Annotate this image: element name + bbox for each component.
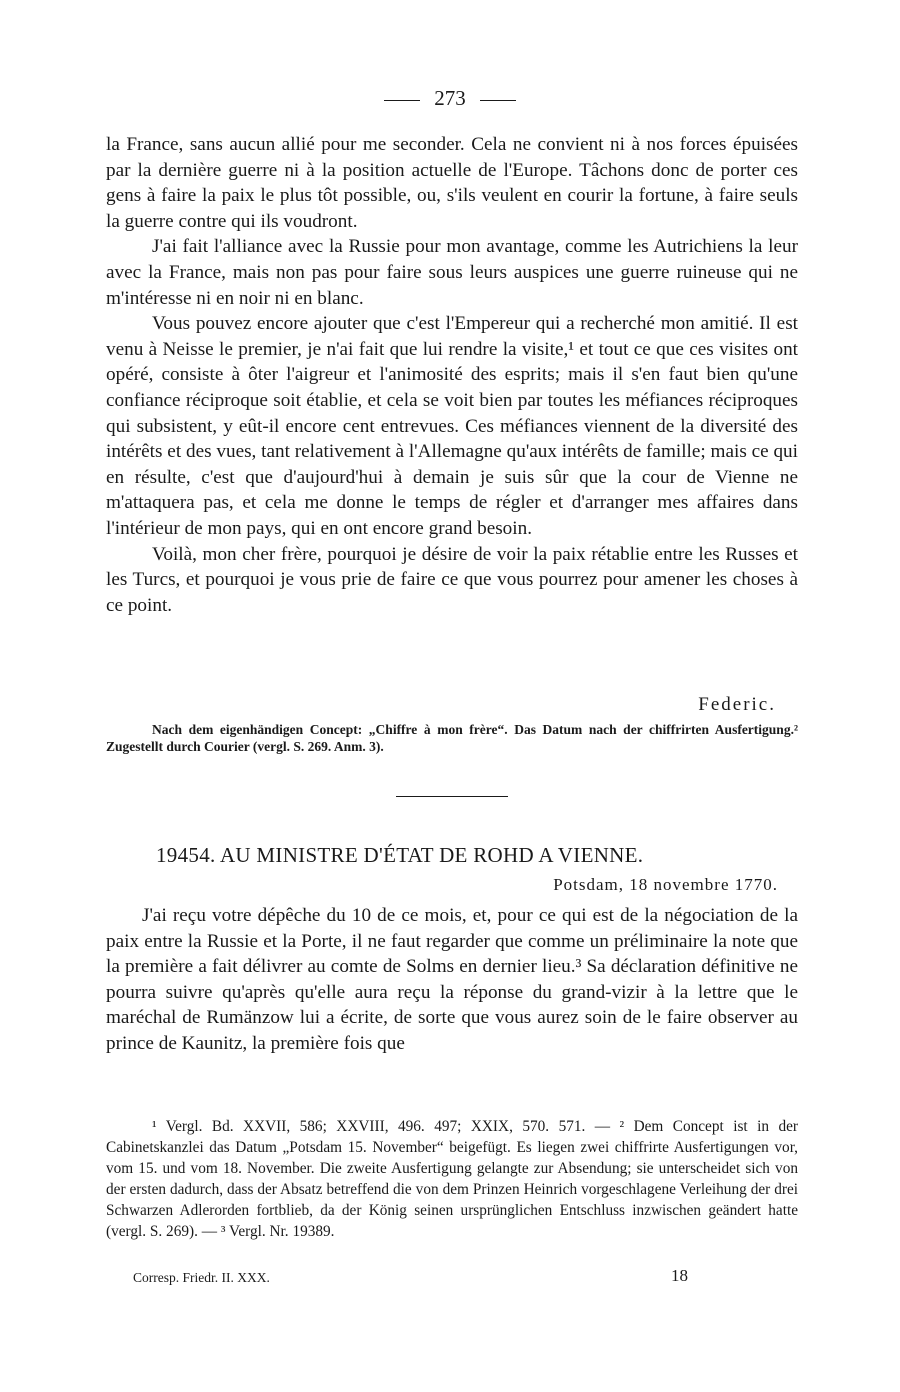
letter-1-paragraph: Vous pouvez encore ajouter que c'est l'Empereur qui a recherché mon amitié. Il est venu à Neisse le premier, je n'ai fait que lui rendre la visite,¹ et tout ce que ces visites ont opéré, consiste à ôter l'aigreur et l'animosité des esprits; mais il s'en faut bien qu'une confiance réciproque soit établie, et cela se voit bien par toutes les méfiances réciproques qui subsistent, y eût-il encore cent entrevues. Ces méfiances viennent de la diversité des intérêts et des vues, tant relativement à l'Allemagne qu'aux intérêts de famille; mais ce qui en résulte, c'est que d'aujourd'hui à demain je suis sûr que la cour de Vienne ne m'attaquera pas, et cela me donne le temps de régler et d'arranger mes affaires dans l'intérieur de mon pays, qui en ont encore grand besoin. [106, 313, 798, 539]
letter-1-paragraph: J'ai fait l'alliance avec la Russie pour mon avantage, comme les Autrichiens la leur avec la France, mais non pas pour faire sous leurs auspices une guerre ruineuse qui ne m'intéresse ni en noir ni en blanc. [106, 236, 798, 309]
letter-1-body [106, 132, 798, 618]
source-note-text: Nach dem eigenhändigen Concept: „Chiffre à mon frère“. Das Datum nach der chiffrirten Ausfertigung.² Zugestellt durch Courier (vergl. S. 269. Anm. 3). [106, 722, 798, 754]
letter-1-paragraph: la France, sans aucun allié pour me seconder. Cela ne convient ni à nos forces épuisées par la dernière guerre ni à la position actuelle de l'Europe. Tâchons donc de porter ces gens à faire la paix le plus tôt possible, ou, s'ils veulent en courir la fortune, à faire seuls la guerre contre qui ils voudront. [106, 134, 798, 232]
section-divider [396, 796, 508, 797]
source-note [106, 721, 798, 755]
series-title: Corresp. Friedr. II. XXX. [133, 1270, 270, 1285]
letter-1-signature: Federic. [698, 694, 776, 715]
header-dash-left [384, 100, 420, 101]
letter-2-place-date: Potsdam, 18 novembre 1770. [553, 875, 778, 894]
letter-2-paragraph: J'ai reçu votre dépêche du 10 de ce mois, et, pour ce qui est de la négociation de la paix entre la Russie et la Porte, il ne faut regarder que comme un préliminaire la note que la première a fait délivrer au comte de Solms en dernier lieu.³ Sa déclaration définitive ne pourra suivre qu'après qu'elle aura reçu la réponse du grand-vizir à la lettre que le maréchal de Rumänzow lui a écrite, de sorte que vous aurez soin de le faire observer au prince de Kaunitz, la première fois que [106, 905, 798, 1054]
letter-1-paragraph: Voilà, mon cher frère, pourquoi je désire de voir la paix rétablie entre les Russes et les Turcs, et pourquoi je vous prie de faire ce que vous pourrez pour amener les choses à ce point. [106, 543, 798, 616]
footnote-text: ¹ Vergl. Bd. XXVII, 586; XXVIII, 496. 497; XXIX, 570. 571. — ² Dem Concept ist in der Cabinetskanzlei das Datum „Potsdam 15. November“ beigefügt. Es liegen zwei chiffrirte Ausfertigungen vor, vom 15. und vom 18. November. Die zweite Ausfertigung gelangte zur Absendung; sie unterscheidet sich von der ersten dadurch, dass der Absatz betreffend die von dem Prinzen Heinrich vorgeschlagene Verleihung der drei Schwarzen Adlerorden fortblieb, da der König seinen ursprünglichen Entschluss inzwischen geändert hatte (vergl. S. 269). — ³ Vergl. Nr. 19389. [106, 1118, 798, 1240]
page-number: 273 [434, 86, 466, 110]
footnotes [106, 1116, 798, 1242]
letter-2-body [106, 903, 798, 1057]
page-header [0, 86, 900, 111]
header-dash-right [480, 100, 516, 101]
signature-mark: 18 [671, 1266, 688, 1285]
letter-2-title: 19454. AU MINISTRE D'ÉTAT DE ROHD A VIENNE. [156, 843, 644, 867]
